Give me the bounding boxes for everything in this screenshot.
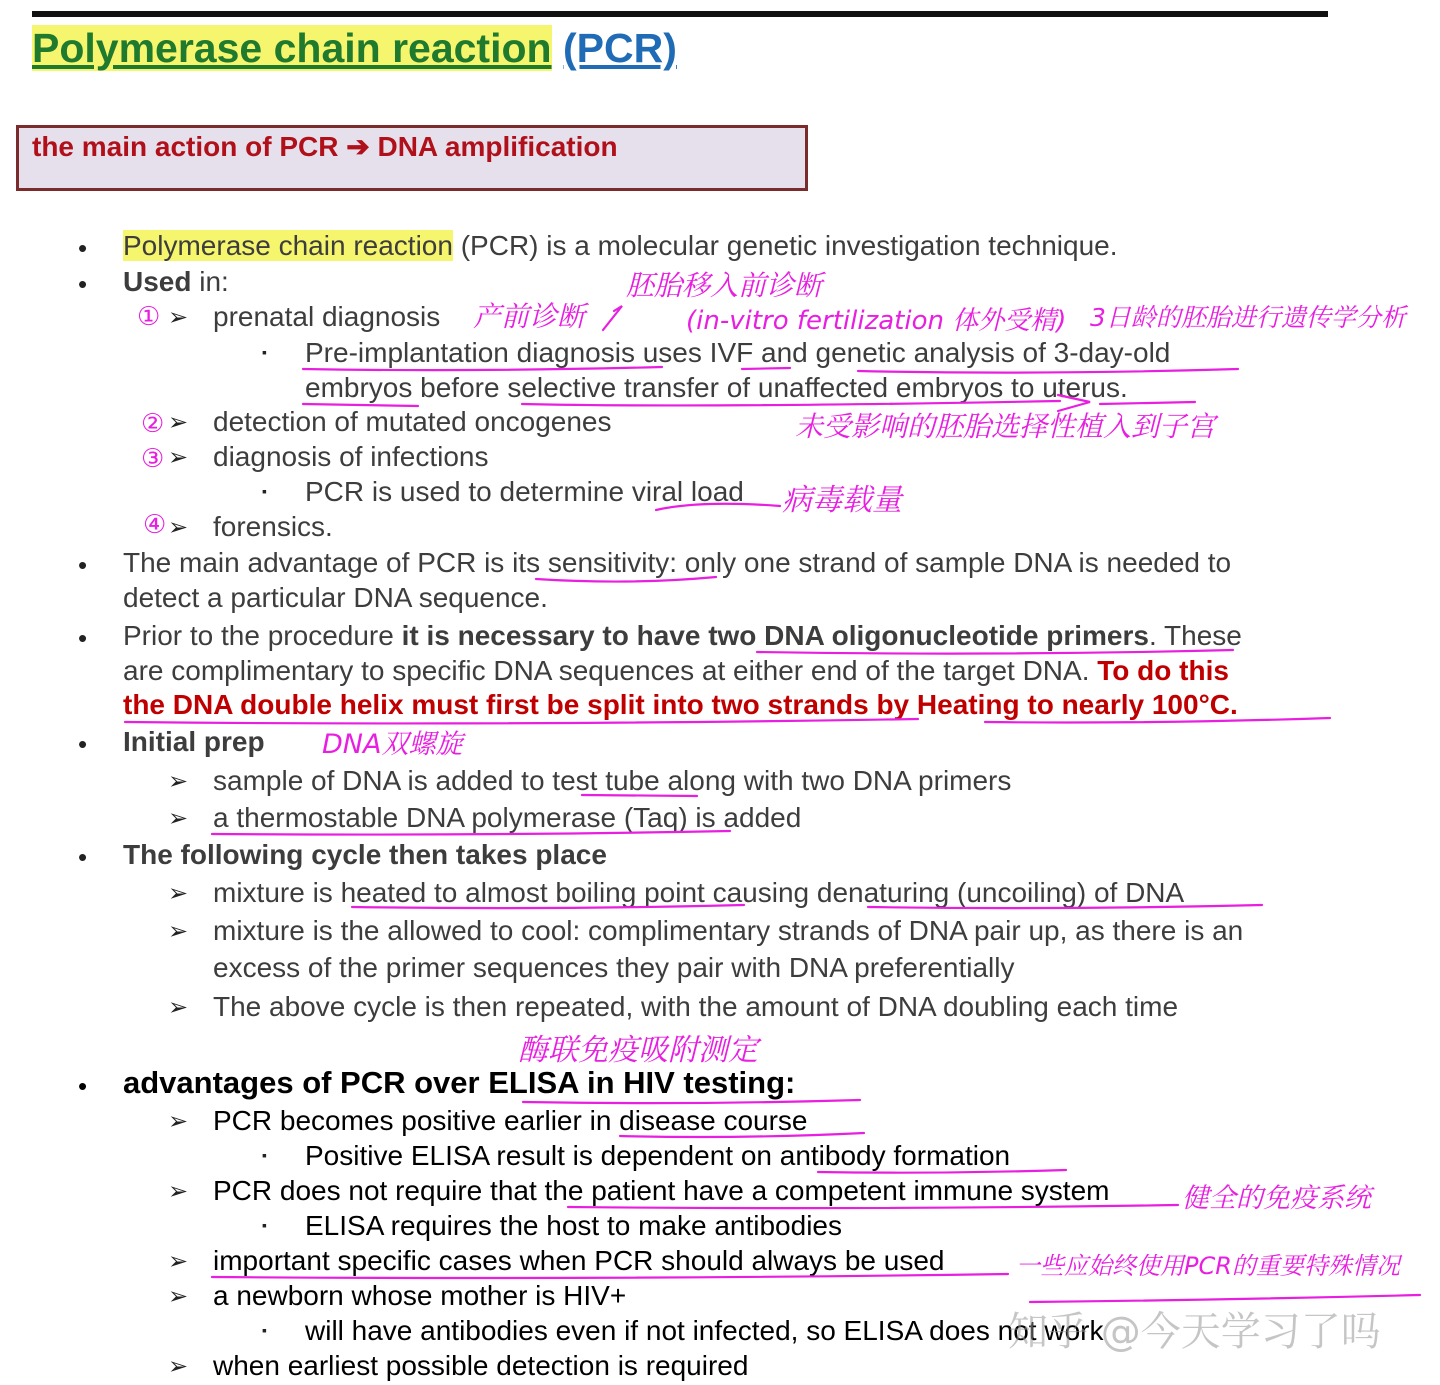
line-definition [123,229,1118,263]
used-suffix: in: [191,266,229,297]
elisa-sub-2: ELISA requires the host to make antibodies [305,1210,842,1241]
square-bullet: ▪ [262,1217,267,1233]
line-used-in [123,265,229,299]
annotation-num-4: ④ [143,510,167,540]
arrow-bullet: ➢ [168,918,189,945]
cycle-heading: The following cycle then takes place [123,839,607,870]
arrow-bullet: ➢ [168,994,189,1021]
annotation-prenatal: 产前诊断 [473,300,586,333]
prep-item-2: a thermostable DNA polymerase (Taq) is added [213,802,802,833]
title-main: Polymerase chain reaction [32,25,552,71]
primers-line2 [123,654,1229,688]
annotation-elisa: 酶联免疫吸附测定 [518,1033,758,1068]
preimplantation-line2: embryos before selective transfer of unaffected embryos to uterus. [305,372,1128,403]
used-label: Used [123,266,192,297]
watermark: 知乎 @今天学习了吗 [1008,1309,1381,1355]
highlighted-term: Polymerase chain reaction [123,230,453,261]
elisa-item-5: when earliest possible detection is required [213,1350,749,1381]
elisa-sub-3: will have antibodies even if not infected, so ELISA does not work [305,1315,1104,1346]
annotation-cases: 一些应始终使用PCR的重要特殊情况 [1016,1252,1400,1280]
annotation-double-helix: DNA双螺旋 [322,729,463,760]
annotation-num-3: ③ [141,444,165,474]
primers-line3: the DNA double helix must first be split into two strands by Heating to nearly 100°C. [123,689,1238,720]
annotation-immune: 健全的免疫系统 [1182,1183,1371,1214]
arrow-bullet: ➢ [168,768,189,795]
title-abbrev: (PCR) [562,25,677,71]
callout-text: the main action of PCR ➔ DNA amplification [32,131,618,162]
viral-load-line: PCR is used to determine viral load [305,476,744,507]
annotation-preimplant: 胚胎移入前诊断 [626,269,823,302]
bullet: • [78,842,88,872]
annotation-3day: 3日龄的胚胎进行遗传学分析 [1090,303,1406,332]
definition-text: (PCR) is a molecular genetic investigation technique. [452,230,1118,261]
elisa-item-3: important specific cases when PCR should always be used [213,1245,945,1276]
bullet: • [78,623,88,653]
bullet: • [78,269,88,299]
elisa-item-2: PCR does not require that the patient have a competent immune system [213,1175,1110,1206]
arrow-bullet: ➢ [168,409,189,436]
bullet: • [78,729,88,759]
prep-item-1: sample of DNA is added to test tube along with two DNA primers [213,765,1012,796]
preimplantation-line1: Pre-implantation diagnosis uses IVF and genetic analysis of 3-day-old [305,337,1171,368]
cycle-item-2a: mixture is the allowed to cool: complimentary strands of DNA pair up, as there is an [213,915,1244,946]
cycle-item-3: The above cycle is then repeated, with the amount of DNA doubling each time [213,991,1179,1022]
square-bullet: ▪ [262,344,267,360]
primers-tail: . These [1148,620,1242,651]
elisa-heading: advantages of PCR over ELISA in HIV testing: [123,1065,796,1100]
annotation-num-1: ① [137,302,161,332]
page-title [32,22,677,74]
item-infections: diagnosis of infections [213,441,489,472]
elisa-item-1: PCR becomes positive earlier in disease course [213,1105,808,1136]
arrow-bullet: ➢ [168,514,189,541]
bullet: • [78,1071,88,1101]
arrow-bullet: ➢ [168,1248,189,1275]
elisa-sub-1: Positive ELISA result is dependent on antibody formation [305,1140,1011,1171]
arrow-bullet: ➢ [168,880,189,907]
arrow-bullet: ➢ [168,1108,189,1135]
annotation-num-2: ② [141,409,165,439]
item-oncogenes: detection of mutated oncogenes [213,406,612,437]
primers-line1 [123,619,1242,653]
top-rule [32,11,1328,17]
primers-text: are complimentary to specific DNA sequences at either end of the target DNA. [123,655,1098,686]
arrow-bullet: ➢ [168,1178,189,1205]
cycle-item-1: mixture is heated to almost boiling point causing denaturing (uncoiling) of DNA [213,877,1185,908]
square-bullet: ▪ [262,483,267,499]
arrow-bullet: ➢ [168,304,189,331]
square-bullet: ▪ [262,1147,267,1163]
arrow-bullet: ➢ [168,805,189,832]
item-prenatal: prenatal diagnosis [213,301,441,332]
initial-prep-heading: Initial prep [123,726,265,757]
bullet: • [78,550,88,580]
bullet: • [78,233,88,263]
annotation-transfer: 未受影响的胚胎选择性植入到子宫 [795,410,1216,443]
primers-lead: Prior to the procedure [123,620,402,651]
annotation-ivf: (in-vitro fertilization 体外受精) [686,306,1067,336]
advantage-line1: The main advantage of PCR is its sensitivity: only one strand of sample DNA is needed to [123,547,1232,578]
elisa-item-4: a newborn whose mother is HIV+ [213,1280,627,1311]
arrow-bullet: ➢ [168,1283,189,1310]
square-bullet: ▪ [262,1322,267,1338]
arrow-bullet: ➢ [168,444,189,471]
primers-red: To do this [1097,655,1229,686]
item-forensics: forensics. [213,511,333,542]
primers-bold: it is necessary to have two DNA oligonucleotide primers [401,620,1149,651]
annotation-viral-load: 病毒载量 [782,483,902,518]
cycle-item-2b: excess of the primer sequences they pair with DNA preferentially [213,952,1015,983]
arrow-bullet: ➢ [168,1353,189,1380]
advantage-line2: detect a particular DNA sequence. [123,582,548,613]
